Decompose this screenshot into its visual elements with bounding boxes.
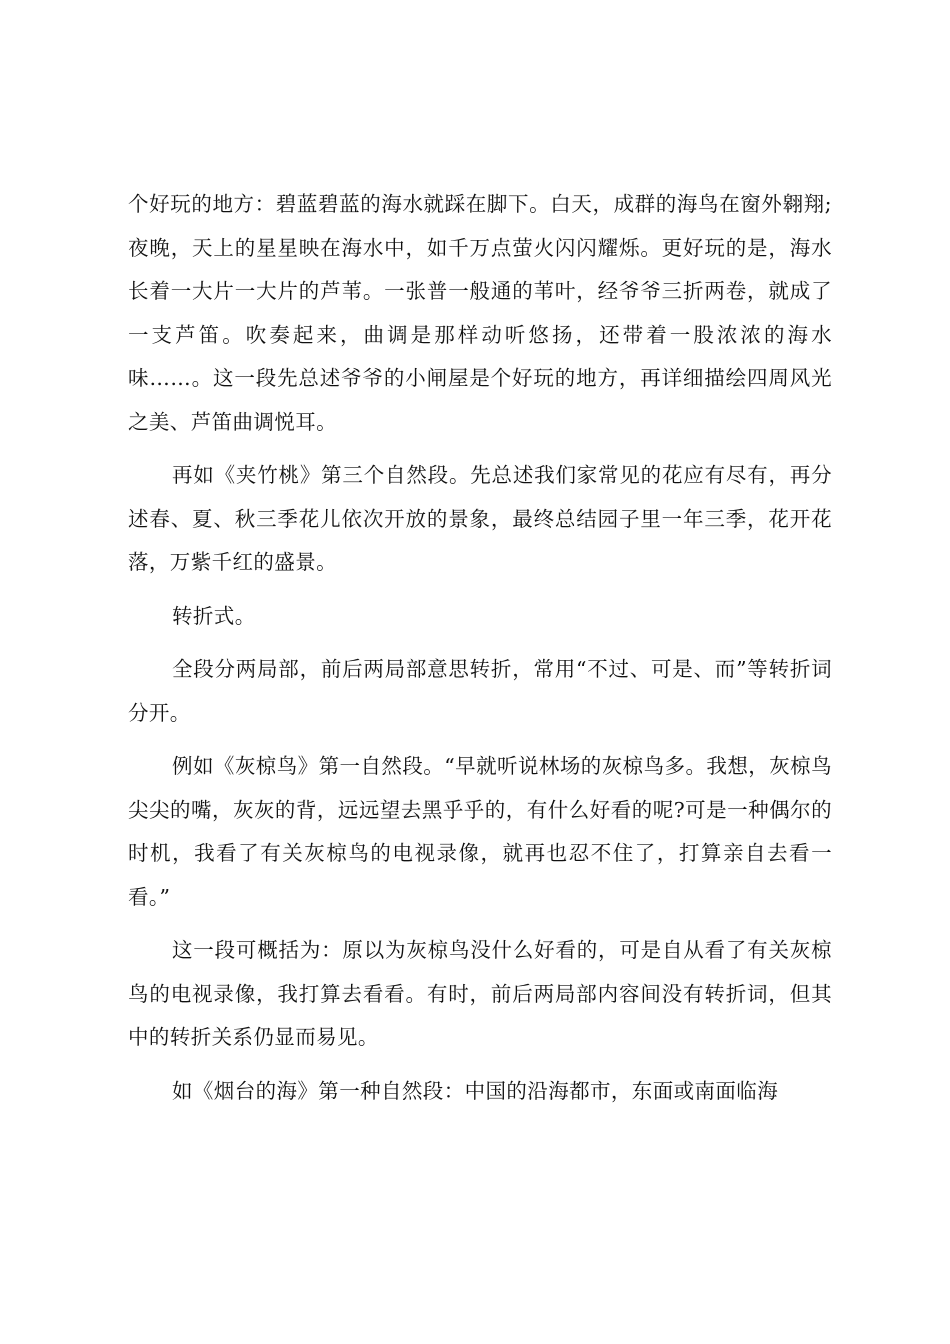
paragraph-yantai-example: 如《烟台的海》第一种自然段：中国的沿海都市，东面或南面临海: [172, 1078, 779, 1103]
paragraph-summary: 这一段可概括为：原以为灰椋鸟没什么好看的，可是自从看了有关灰椋鸟的电视录像，我打算去看看。有时，前后两局部内容间没有转折词，但其中的转折关系仍显而易见。: [128, 938, 832, 1049]
paragraph-continuation: 个好玩的地方：碧蓝碧蓝的海水就踩在脚下。白天，成群的海鸟在窗外翱翔;夜晚，天上的星星映在海水中，如千万点萤火闪闪耀烁。更好玩的是，海水长着一大片一大片的芦苇。一张普一般通的苇叶，经爷爷三折两卷，就成了一支芦笛。吹奏起来，曲调是那样动听悠扬，还带着一股浓浓的海水味……。这一段先总述爷爷的小闸屋是个好玩的地方，再详细描绘四周风光之美、芦笛曲调悦耳。: [128, 192, 832, 434]
paragraph-zhuanzhe-definition: 全段分两局部，前后两局部意思转折，常用“不过、可是、而”等转折词分开。: [128, 657, 832, 725]
paragraph-jiazhutao-example: 再如《夹竹桃》第三个自然段。先总述我们家常见的花应有尽有，再分述春、夏、秋三季花儿依次开放的景象，最终总结园子里一年三季，花开花落，万紫千红的盛景。: [128, 463, 832, 574]
document-body: [128, 183, 832, 1123]
paragraph-heading-zhuanzhe: 转折式。: [172, 603, 256, 628]
paragraph-huiliangniao-example: 例如《灰椋鸟》第一自然段。“早就听说林场的灰椋鸟多。我想，灰椋鸟尖尖的嘴，灰灰的背，远远望去黑乎乎的，有什么好看的呢?可是一种偶尔的时机，我看了有关灰椋鸟的电视录像，就再也忍不住了，打算亲自去看一看。”: [128, 754, 832, 909]
